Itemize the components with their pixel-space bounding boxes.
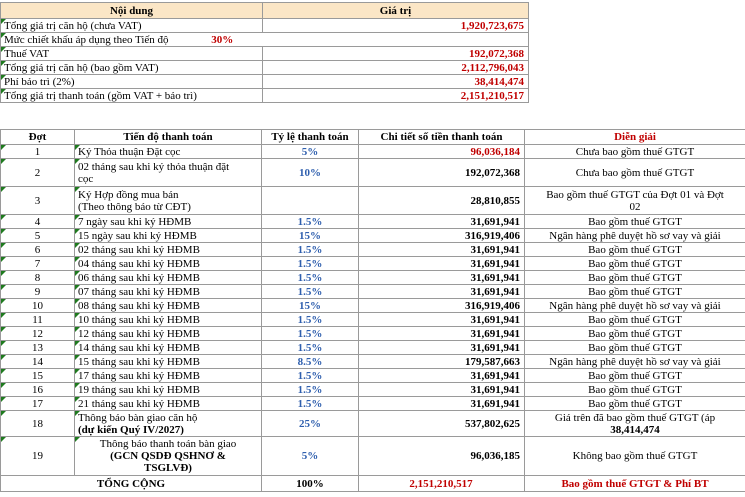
period-cell: 15: [1, 369, 75, 383]
period-cell: 18: [1, 411, 75, 437]
summary-header-value: Giá trị: [263, 3, 529, 19]
note-cell: [525, 411, 745, 437]
summary-value: 1,920,723,675: [263, 19, 529, 33]
rate-cell: 1.5%: [262, 215, 359, 229]
summary-label: Phí bảo trì (2%): [1, 75, 263, 89]
header-period: Đợt: [1, 130, 75, 145]
discount-percent: 30%: [211, 33, 234, 46]
period-cell: 3: [1, 187, 75, 215]
summary-label: Mức chiết khấu áp dụng theo Tiến độ: [4, 33, 169, 46]
progress-cell: 21 tháng sau khi ký HĐMB: [75, 397, 262, 411]
table-row: [1, 285, 745, 299]
amount-cell: 31,691,941: [359, 341, 525, 355]
progress-cell: 15 tháng sau khi ký HĐMB: [75, 355, 262, 369]
table-row: [1, 355, 745, 369]
progress-cell: 19 tháng sau khi ký HĐMB: [75, 383, 262, 397]
rate-cell: 1.5%: [262, 369, 359, 383]
progress-cell: Ký Thỏa thuận Đặt cọc: [75, 145, 262, 159]
amount-cell: 96,036,184: [359, 145, 525, 159]
rate-cell: 8.5%: [262, 355, 359, 369]
amount-cell: 316,919,406: [359, 299, 525, 313]
progress-cell: 17 tháng sau khi ký HĐMB: [75, 369, 262, 383]
summary-row: [1, 75, 529, 89]
rate-cell: 5%: [262, 145, 359, 159]
rate-cell: 1.5%: [262, 271, 359, 285]
progress-cell: 08 tháng sau khi ký HĐMB: [75, 299, 262, 313]
progress-line: Thông báo bàn giao căn hộ: [78, 411, 198, 424]
header-progress: Tiến độ thanh toán: [75, 130, 262, 145]
amount-cell: 192,072,368: [359, 159, 525, 187]
rate-cell: 25%: [262, 411, 359, 437]
progress-cell: [75, 437, 262, 476]
table-row: [1, 187, 745, 215]
note-line: 02: [629, 200, 641, 213]
rate-cell: 1.5%: [262, 243, 359, 257]
summary-row: [1, 89, 529, 103]
rate-cell: 1.5%: [262, 313, 359, 327]
amount-cell: 316,919,406: [359, 229, 525, 243]
amount-cell: 179,587,663: [359, 355, 525, 369]
total-amount: 2,151,210,517: [359, 476, 525, 492]
summary-label: Thuế VAT: [1, 47, 263, 61]
period-cell: 12: [1, 327, 75, 341]
summary-label-discount: [1, 33, 529, 47]
rate-cell: 10%: [262, 159, 359, 187]
progress-cell: 7 ngày sau khi ký HĐMB: [75, 215, 262, 229]
note-cell: [525, 187, 745, 215]
table-row: [1, 159, 745, 187]
period-cell: 16: [1, 383, 75, 397]
table-row: [1, 145, 745, 159]
total-row: [1, 476, 745, 492]
schedule-header-row: [1, 130, 745, 145]
note-cell: Bao gồm thuế GTGT: [525, 369, 745, 383]
summary-header-row: [1, 3, 529, 19]
table-row: [1, 229, 745, 243]
table-row: [1, 369, 745, 383]
note-cell: Bao gồm thuế GTGT: [525, 243, 745, 257]
amount-cell: 31,691,941: [359, 313, 525, 327]
summary-row: [1, 47, 529, 61]
summary-label: Tổng giá trị căn hộ (chưa VAT): [1, 19, 263, 33]
note-cell: Ngân hàng phê duyệt hồ sơ vay và giải: [525, 355, 745, 369]
summary-row: [1, 33, 529, 47]
progress-cell: 14 tháng sau khi ký HĐMB: [75, 341, 262, 355]
note-cell: Bao gồm thuế GTGT: [525, 285, 745, 299]
note-line: Bao gồm thuế GTGT của Đợt 01 và Đợt: [546, 188, 724, 201]
table-row: [1, 327, 745, 341]
amount-cell: 31,691,941: [359, 397, 525, 411]
note-line: Giá trên đã bao gồm thuế GTGT (áp: [554, 411, 716, 424]
note-cell: Chưa bao gồm thuế GTGT: [525, 159, 745, 187]
period-cell: 2: [1, 159, 75, 187]
payment-schedule-table: [0, 129, 745, 492]
note-cell: Chưa bao gồm thuế GTGT: [525, 145, 745, 159]
table-row: [1, 313, 745, 327]
table-row: [1, 341, 745, 355]
amount-cell: 537,802,625: [359, 411, 525, 437]
progress-line: (dự kiến Quý IV/2027): [78, 423, 184, 436]
progress-cell: [75, 159, 262, 187]
amount-cell: 31,691,941: [359, 327, 525, 341]
progress-cell: 12 tháng sau khi ký HĐMB: [75, 327, 262, 341]
period-cell: 13: [1, 341, 75, 355]
amount-cell: 96,036,185: [359, 437, 525, 476]
progress-cell: 10 tháng sau khi ký HĐMB: [75, 313, 262, 327]
note-cell: Bao gồm thuế GTGT: [525, 271, 745, 285]
rate-cell: 15%: [262, 229, 359, 243]
header-note: Diễn giải: [525, 130, 745, 145]
note-cell: Bao gồm thuế GTGT: [525, 397, 745, 411]
period-cell: 19: [1, 437, 75, 476]
rate-cell: 1.5%: [262, 397, 359, 411]
amount-cell: 31,691,941: [359, 383, 525, 397]
note-cell: Bao gồm thuế GTGT: [525, 341, 745, 355]
rate-cell: 15%: [262, 299, 359, 313]
period-cell: 1: [1, 145, 75, 159]
amount-cell: 31,691,941: [359, 271, 525, 285]
period-cell: 14: [1, 355, 75, 369]
period-cell: 8: [1, 271, 75, 285]
progress-cell: [75, 187, 262, 215]
summary-value: 38,414,474: [263, 75, 529, 89]
note-cell: Ngân hàng phê duyệt hồ sơ vay và giải: [525, 229, 745, 243]
table-row: [1, 243, 745, 257]
rate-cell: 1.5%: [262, 383, 359, 397]
header-amount: Chi tiết số tiền thanh toán: [359, 130, 525, 145]
note-cell: Bao gồm thuế GTGT: [525, 383, 745, 397]
table-row: [1, 411, 745, 437]
progress-cell: 02 tháng sau khi ký HĐMB: [75, 243, 262, 257]
note-cell: Không bao gồm thuế GTGT: [525, 437, 745, 476]
summary-label: Tổng giá trị thanh toán (gồm VAT + bảo trì): [1, 89, 263, 103]
progress-cell: [75, 411, 262, 437]
summary-value: 192,072,368: [263, 47, 529, 61]
amount-cell: 31,691,941: [359, 215, 525, 229]
summary-value: 2,112,796,043: [263, 61, 529, 75]
table-row: [1, 299, 745, 313]
summary-value: 2,151,210,517: [263, 89, 529, 103]
total-note: Bao gồm thuế GTGT & Phí BT: [525, 476, 745, 492]
summary-table: [0, 2, 529, 103]
total-label: TỔNG CỘNG: [1, 476, 262, 492]
period-cell: 7: [1, 257, 75, 271]
rate-cell: 1.5%: [262, 341, 359, 355]
table-row: [1, 383, 745, 397]
note-cell: Ngân hàng phê duyệt hồ sơ vay và giải: [525, 299, 745, 313]
period-cell: 4: [1, 215, 75, 229]
amount-cell: 31,691,941: [359, 257, 525, 271]
progress-cell: 15 ngày sau khi ký HĐMB: [75, 229, 262, 243]
period-cell: 9: [1, 285, 75, 299]
summary-label: Tổng giá trị căn hộ (bao gồm VAT): [1, 61, 263, 75]
rate-cell: 1.5%: [262, 257, 359, 271]
progress-line: Ký Hợp đồng mua bán: [78, 188, 179, 201]
amount-cell: 28,810,855: [359, 187, 525, 215]
summary-row: [1, 19, 529, 33]
table-row: [1, 271, 745, 285]
note-cell: Bao gồm thuế GTGT: [525, 257, 745, 271]
period-cell: 10: [1, 299, 75, 313]
rate-cell: [262, 187, 359, 215]
progress-cell: 06 tháng sau khi ký HĐMB: [75, 271, 262, 285]
progress-line: Thông báo thanh toán bàn giao: [99, 438, 237, 450]
table-row: [1, 215, 745, 229]
summary-header-content: Nội dung: [1, 3, 263, 19]
progress-cell: 04 tháng sau khi ký HĐMB: [75, 257, 262, 271]
note-cell: Bao gồm thuế GTGT: [525, 313, 745, 327]
amount-cell: 31,691,941: [359, 243, 525, 257]
table-row: [1, 397, 745, 411]
table-row: [1, 257, 745, 271]
rate-cell: 1.5%: [262, 327, 359, 341]
note-cell: Bao gồm thuế GTGT: [525, 327, 745, 341]
progress-line: (Theo thông báo từ CĐT): [78, 200, 191, 213]
summary-row: [1, 61, 529, 75]
amount-cell: 31,691,941: [359, 369, 525, 383]
progress-line: cọc: [78, 172, 94, 185]
rate-cell: 5%: [262, 437, 359, 476]
progress-line: (GCN QSDĐ QSHNƠ &: [110, 450, 226, 462]
progress-line: TSGLVĐ): [144, 462, 192, 474]
table-row: [1, 437, 745, 476]
period-cell: 17: [1, 397, 75, 411]
period-cell: 6: [1, 243, 75, 257]
period-cell: 11: [1, 313, 75, 327]
period-cell: 5: [1, 229, 75, 243]
amount-cell: 31,691,941: [359, 285, 525, 299]
progress-line: 02 tháng sau khi ký thỏa thuận đặt: [78, 160, 230, 173]
rate-cell: 1.5%: [262, 285, 359, 299]
header-rate: Tỷ lệ thanh toán: [262, 130, 359, 145]
total-rate: 100%: [262, 476, 359, 492]
note-cell: Bao gồm thuế GTGT: [525, 215, 745, 229]
progress-cell: 07 tháng sau khi ký HĐMB: [75, 285, 262, 299]
note-line: 38,414,474: [610, 423, 660, 436]
